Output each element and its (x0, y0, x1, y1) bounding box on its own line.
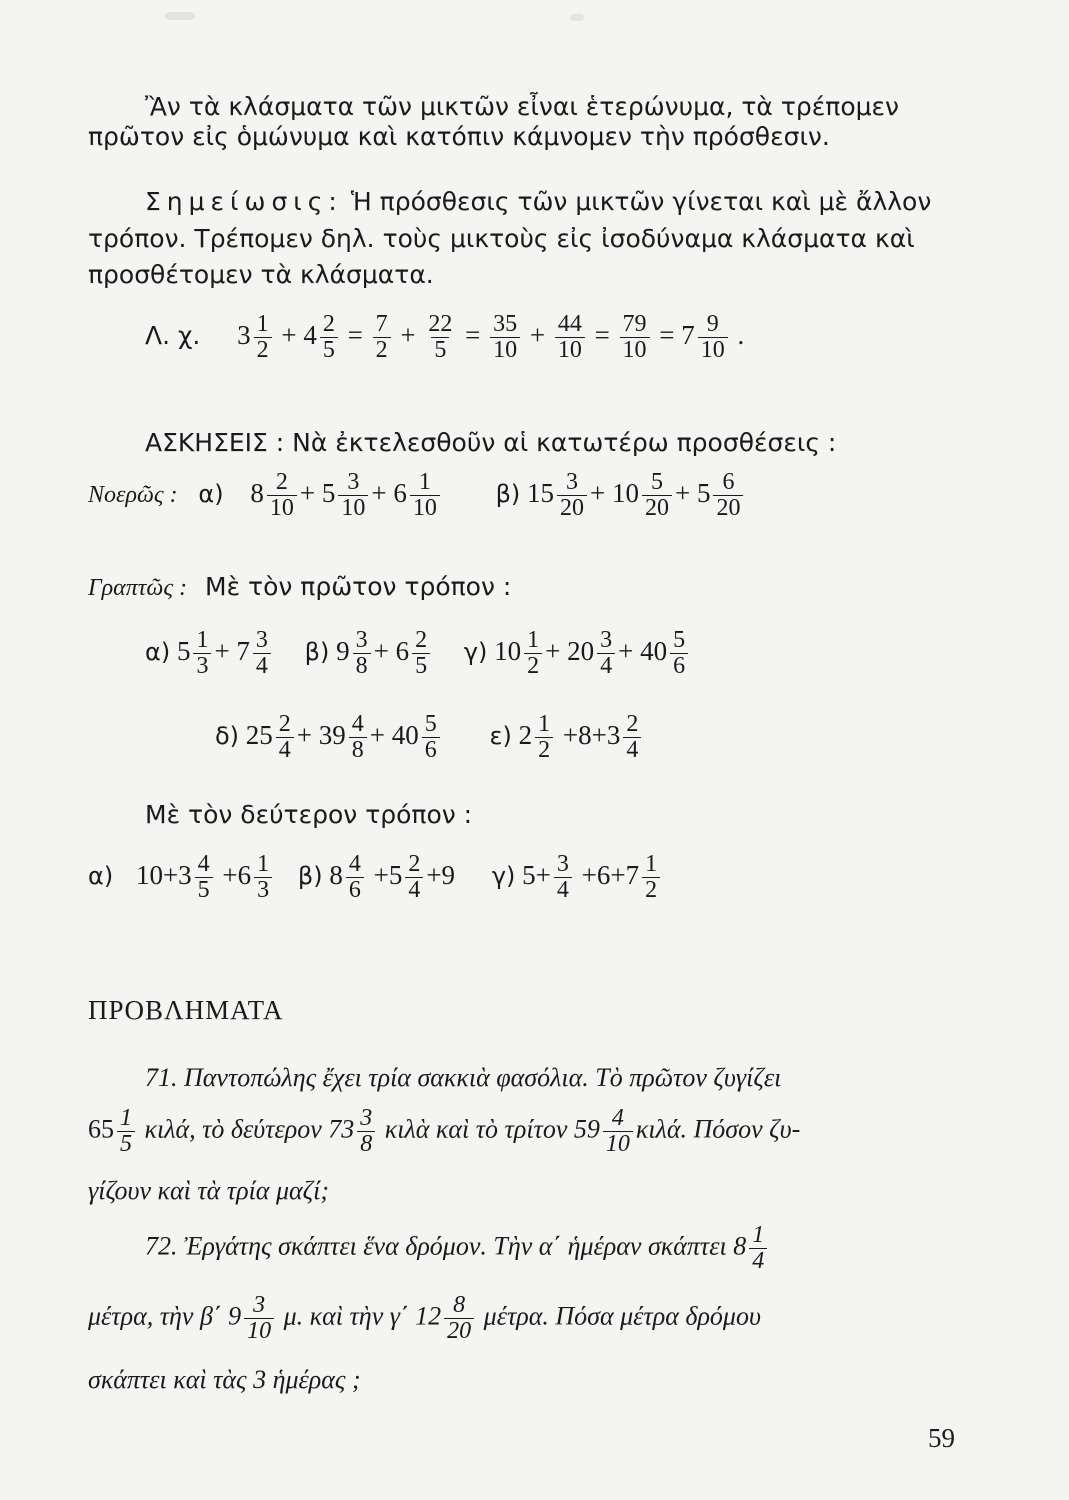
note-line-1 (145, 187, 931, 216)
note-label: Σημείωσις: (145, 187, 343, 216)
problem-72-line-1: 72. Ἐργάτης σκάπτει ἕνα δρόμον. Τὴν α΄ ἡμέραν σκάπτει 8 $\frac{1}{4}$ (145, 1223, 770, 1274)
example-equation: Λ. χ. 3 $\frac{1}{2}$ + 4 $\frac{2}{5}$ = $\frac{7}{2}$ + $\frac{22}{5}$ = $\frac{35}{10}$ + $\frac{44}{10}$ = $\frac{79}{10}$ = 7 $\frac{9}{10}$ . (145, 311, 745, 364)
fraction: $\frac{1}{4}$ (749, 1223, 767, 1274)
fraction: $\frac{3}{4}$ (253, 628, 271, 679)
intro-line-2: πρῶτον εἰς ὁμώνυμα καὶ κατόπιν κάμνομεν τὴν πρόσθεσιν. (88, 122, 830, 151)
fraction: $\frac{1}{2}$ (535, 712, 553, 763)
intro-line-1: Ἂν τὰ κλάσματα τῶν μικτῶν εἶναι ἑτερώνυμα, τὰ τρέπομεν (145, 92, 899, 121)
fraction: $\frac{22}{5}$ (428, 311, 453, 364)
print-artifact (570, 14, 584, 21)
example-label: Λ. χ. (145, 320, 201, 350)
fraction: $\frac{1}{2}$ (254, 312, 272, 363)
second-way-label: Μὲ τὸν δεύτερον τρόπον : (145, 800, 473, 829)
note-text: Ἡ πρόσθεσις τῶν μικτῶν γίνεται καὶ μὲ ἄλλον (350, 187, 932, 216)
print-artifact (165, 12, 195, 20)
problem-71-line-3: γίζουν καὶ τὰ τρία μαζί; (88, 1176, 330, 1205)
fraction: $\frac{3}{10}$ (338, 470, 368, 521)
fraction: $\frac{9}{10}$ (698, 312, 728, 363)
fraction: $\frac{1}{2}$ (642, 852, 660, 903)
fraction: $\frac{4}{5}$ (195, 852, 213, 903)
problems-heading: ΠΡΟΒΛΗΜΑΤΑ (88, 995, 284, 1025)
fraction: $\frac{3}{4}$ (554, 852, 572, 903)
written-label-line (88, 572, 511, 602)
exercises-heading: ΑΣΚΗΣΕΙΣ : Νὰ ἐκτελεσθοῦν αἱ κατωτέρω προσθέσεις : (145, 428, 837, 457)
fraction: $\frac{3}{4}$ (597, 628, 615, 679)
written-label: Γραπτῶς : (88, 575, 188, 601)
fraction: $\frac{2}{10}$ (267, 470, 297, 521)
fraction: $\frac{5}{6}$ (670, 628, 688, 679)
fraction: $\frac{3}{8}$ (353, 628, 371, 679)
fraction: $\frac{6}{20}$ (713, 470, 743, 521)
page-number: 59 (928, 1423, 955, 1453)
fraction: $\frac{5}{6}$ (422, 712, 440, 763)
fraction: $\frac{2}{5}$ (412, 628, 430, 679)
note-line-2: τρόπον. Τρέπομεν δηλ. τοὺς μικτοὺς εἰς ἰσοδύναμα κλάσματα καὶ (88, 224, 915, 253)
fraction: $\frac{2}{4}$ (623, 712, 641, 763)
problem-71-line-2: 65 $\frac{1}{5}$ κιλά, τὸ δεύτερον 73 $\frac{3}{8}$ κιλὰ καὶ τὸ τρίτον 59 $\frac{4}{10}$ κιλά. Πόσον ζυ- (88, 1105, 801, 1158)
fraction: $\frac{35}{10}$ (490, 312, 520, 363)
mental-label: Νοερῶς : (88, 481, 178, 508)
note-line-3: προσθέτομεν τὰ κλάσματα. (88, 260, 434, 289)
problem-71-line-1: 71. Παντοπώλης ἔχει τρία σακκιὰ φασόλια. Τὸ πρῶτον ζυγίζει (145, 1063, 782, 1092)
fraction: $\frac{4}{10}$ (603, 1106, 633, 1157)
fraction: $\frac{1}{2}$ (524, 628, 542, 679)
fraction: $\frac{5}{20}$ (642, 470, 672, 521)
fraction: $\frac{1}{10}$ (410, 470, 440, 521)
fraction: $\frac{7}{2}$ (373, 312, 391, 363)
fraction: $\frac{3}{10}$ (244, 1293, 274, 1344)
problem-72-line-3: σκάπτει καὶ τὰς 3 ἡμέρας ; (88, 1365, 361, 1394)
first-way-row-1: α) 5 $\frac{1}{3}$ + 7 $\frac{3}{4}$ β) 9 $\frac{3}{8}$ + 6 $\frac{2}{5}$ γ) 10 $\frac{1}{2}$ + 20 $\frac{3}{4}$ + 40 $\frac{5}{6}$ (145, 628, 691, 679)
first-way-label: Μὲ τὸν πρῶτον τρόπον : (205, 572, 512, 601)
fraction: $\frac{4}{8}$ (349, 712, 367, 763)
fraction: $\frac{3}{8}$ (357, 1106, 375, 1157)
fraction: $\frac{3}{20}$ (557, 470, 587, 521)
second-way-row: α) 10+3 $\frac{4}{5}$ +6 $\frac{1}{3}$ β) 8 $\frac{4}{6}$ +5 $\frac{2}{4}$ +9 γ) 5+ $\frac{3}{4}$ +6+7 $\frac{1}{2}$ (88, 852, 663, 903)
fraction: $\frac{2}{4}$ (276, 712, 294, 763)
fraction: $\frac{4}{6}$ (346, 852, 364, 903)
fraction: $\frac{1}{3}$ (254, 852, 272, 903)
fraction: $\frac{44}{10}$ (555, 312, 585, 363)
fraction: $\frac{2}{5}$ (320, 312, 338, 363)
fraction: $\frac{2}{4}$ (405, 852, 423, 903)
fraction: $\frac{8}{20}$ (444, 1293, 474, 1344)
fraction: $\frac{79}{10}$ (620, 312, 650, 363)
fraction: $\frac{1}{5}$ (117, 1106, 135, 1157)
fraction: $\frac{1}{3}$ (193, 628, 211, 679)
first-way-row-2: δ) 25 $\frac{2}{4}$ + 39 $\frac{4}{8}$ + 40 $\frac{5}{6}$ ε) 2 $\frac{1}{2}$ +8+3 $\frac{2}{4}$ (215, 712, 644, 763)
problem-72-line-2: μέτρα, τὴν β΄ 9 $\frac{3}{10}$ μ. καὶ τὴν γ΄ 12 $\frac{8}{20}$ μέτρα. Πόσα μέτρα δρόμου (88, 1292, 761, 1345)
mental-exercises: Νοερῶς : α) 8 $\frac{2}{10}$ + 5 $\frac{3}{10}$ + 6 $\frac{1}{10}$ β) 15 $\frac{3}{20}$ + 10 $\frac{5}{20}$ + 5 $\frac{6}{20}$ (88, 470, 746, 521)
